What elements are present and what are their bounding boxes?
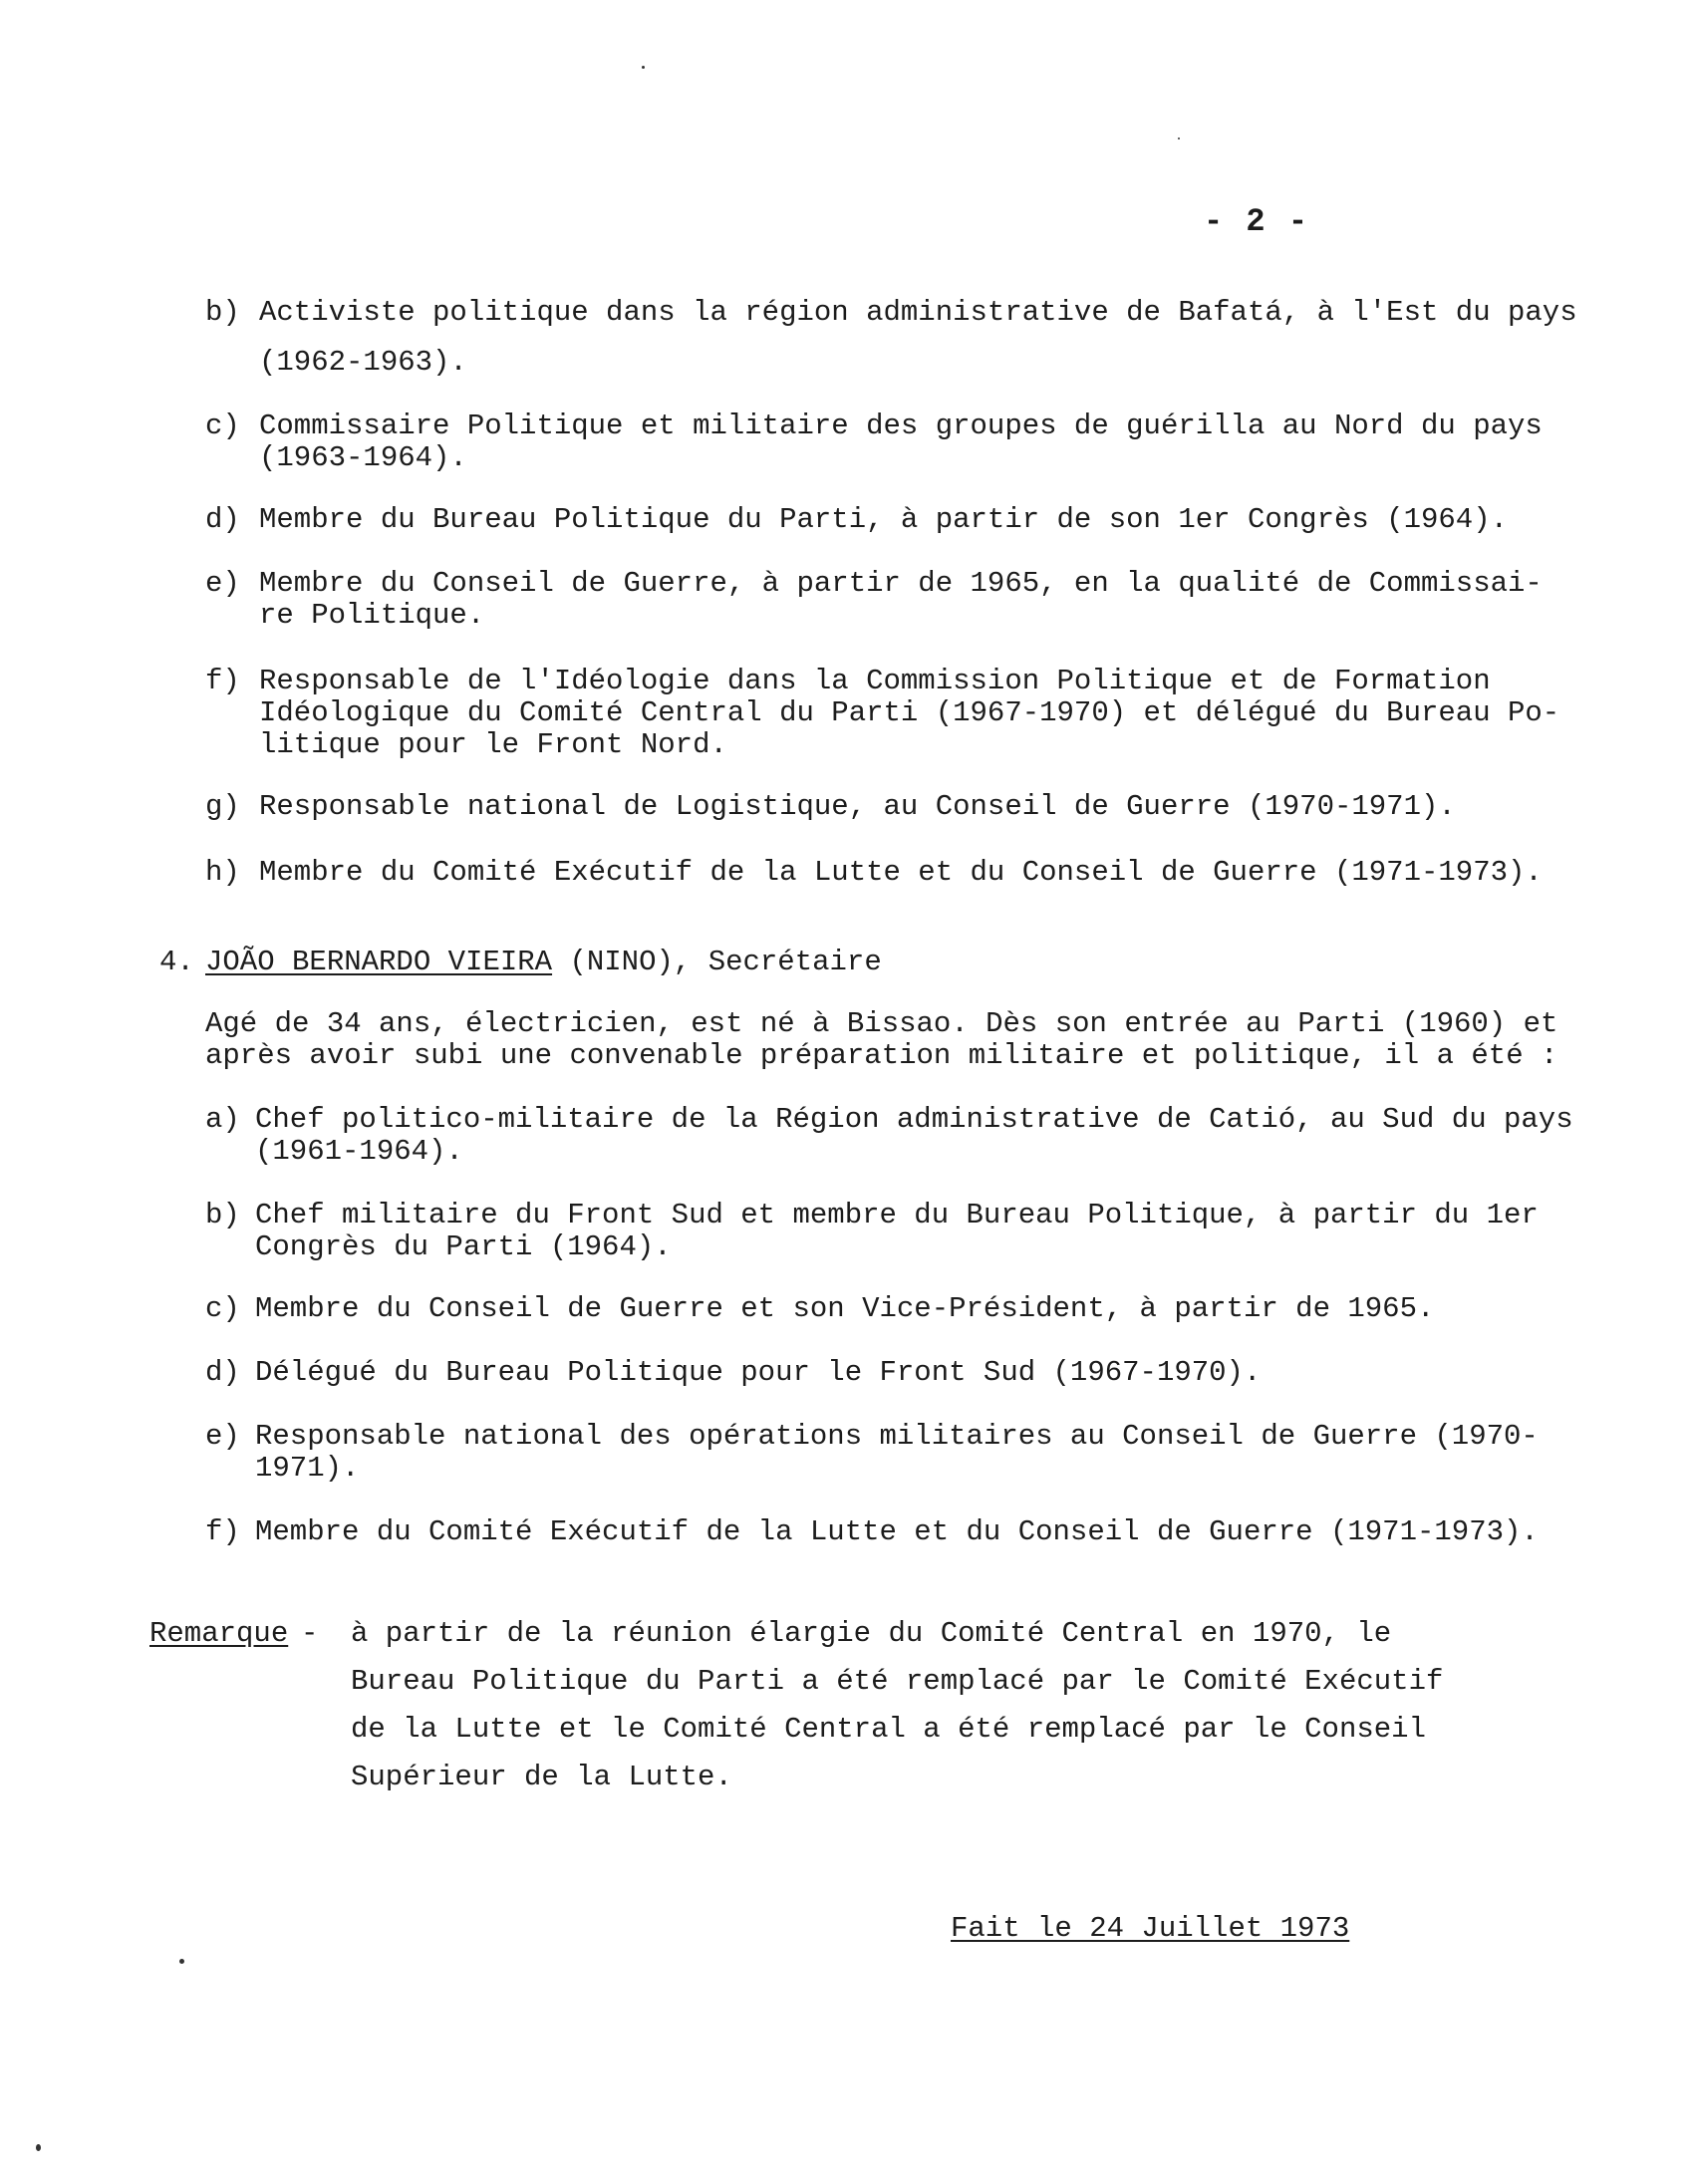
item-line: Membre du Conseil de Guerre, à partir de 1965, en la qualité de Commissai- bbox=[259, 567, 1543, 600]
remark-dash: - bbox=[301, 1617, 319, 1650]
item-line: re Politique. bbox=[259, 599, 485, 632]
item-line: (1962-1963). bbox=[259, 346, 467, 379]
item-line: Idéologique du Comité Central du Parti (1967-1970) et délégué du Bureau Po- bbox=[259, 696, 1560, 729]
remark-label: Remarque bbox=[149, 1617, 289, 1650]
item-line: Responsable de l'Idéologie dans la Commission Politique et de Formation bbox=[259, 665, 1491, 697]
list-item bbox=[205, 791, 1456, 823]
item-label: d) bbox=[205, 503, 240, 536]
person-title: (NINO), Secrétaire bbox=[552, 946, 882, 978]
item-line: (1961-1964). bbox=[255, 1135, 463, 1168]
remark-line: de la Lutte et le Comité Central a été remplacé par le Conseil bbox=[351, 1713, 1426, 1746]
list-item bbox=[205, 504, 1508, 536]
list-item bbox=[205, 1357, 1261, 1389]
item-line: Chef militaire du Front Sud et membre du Bureau Politique, à partir du 1er bbox=[255, 1199, 1539, 1231]
scan-speck bbox=[36, 2144, 41, 2151]
item-line: Membre du Comité Exécutif de la Lutte et du Conseil de Guerre (1971-1973). bbox=[259, 856, 1543, 889]
remark-line: Bureau Politique du Parti a été remplacé par le Comité Exécutif bbox=[351, 1665, 1444, 1698]
item-line: Congrès du Parti (1964). bbox=[255, 1230, 672, 1263]
item-line: (1963-1964). bbox=[259, 441, 467, 474]
item-label: f) bbox=[205, 665, 240, 697]
item-line: Responsable national de Logistique, au Conseil de Guerre (1970-1971). bbox=[259, 790, 1456, 823]
signoff-date: Fait le 24 Juillet 1973 bbox=[951, 1912, 1350, 1945]
item-line: Activiste politique dans la région administrative de Bafatá, à l'Est du pays bbox=[259, 296, 1577, 329]
item-label: g) bbox=[205, 790, 240, 823]
scan-speck bbox=[642, 66, 645, 69]
item-label: f) bbox=[205, 1515, 240, 1548]
remark-line: Supérieur de la Lutte. bbox=[351, 1761, 732, 1793]
item-label: e) bbox=[205, 567, 240, 600]
list-item bbox=[205, 1421, 1539, 1485]
item-line: Membre du Bureau Politique du Parti, à partir de son 1er Congrès (1964). bbox=[259, 503, 1509, 536]
list-item bbox=[205, 1516, 1539, 1548]
person-intro bbox=[205, 1008, 1557, 1072]
item-line: Membre du Conseil de Guerre et son Vice-Président, à partir de 1965. bbox=[255, 1292, 1435, 1325]
item-line: Délégué du Bureau Politique pour le Front Sud (1967-1970). bbox=[255, 1356, 1262, 1389]
person-name: JOÃO BERNARDO VIEIRA bbox=[205, 946, 553, 978]
list-item bbox=[205, 297, 1577, 379]
list-item bbox=[205, 1200, 1539, 1263]
list-item bbox=[205, 568, 1543, 632]
item-line: 1971). bbox=[255, 1452, 360, 1485]
item-label: b) bbox=[205, 1199, 240, 1231]
item-label: b) bbox=[205, 296, 240, 329]
item-line: Membre du Comité Exécutif de la Lutte et du Conseil de Guerre (1971-1973). bbox=[255, 1515, 1539, 1548]
person-heading bbox=[159, 947, 882, 978]
item-label: a) bbox=[205, 1103, 240, 1136]
item-line: litique pour le Front Nord. bbox=[259, 728, 727, 761]
remark-body bbox=[351, 1610, 1443, 1801]
scan-speck bbox=[179, 1959, 184, 1964]
item-line: Responsable national des opérations militaires au Conseil de Guerre (1970- bbox=[255, 1420, 1539, 1453]
item-label: e) bbox=[205, 1420, 240, 1453]
list-item bbox=[205, 410, 1543, 474]
item-label: h) bbox=[205, 856, 240, 889]
item-label: c) bbox=[205, 1292, 240, 1325]
list-item bbox=[205, 1293, 1434, 1325]
scan-speck bbox=[1178, 137, 1180, 139]
list-item bbox=[205, 666, 1559, 761]
remark-line: à partir de la réunion élargie du Comité Central en 1970, le bbox=[351, 1617, 1392, 1650]
item-line: Commissaire Politique et militaire des groupes de guérilla au Nord du pays bbox=[259, 410, 1543, 442]
item-label: d) bbox=[205, 1356, 240, 1389]
list-item bbox=[205, 857, 1543, 889]
item-line: Chef politico-militaire de la Région administrative de Catió, au Sud du pays bbox=[255, 1103, 1573, 1136]
item-label: c) bbox=[205, 410, 240, 442]
page-number: - 2 - bbox=[1204, 203, 1310, 240]
intro-line: Agé de 34 ans, électricien, est né à Bissao. Dès son entrée au Parti (1960) et bbox=[205, 1007, 1558, 1040]
person-number: 4. bbox=[159, 946, 194, 978]
list-item bbox=[205, 1104, 1573, 1168]
intro-line: après avoir subi une convenable préparation militaire et politique, il a été : bbox=[205, 1039, 1558, 1072]
